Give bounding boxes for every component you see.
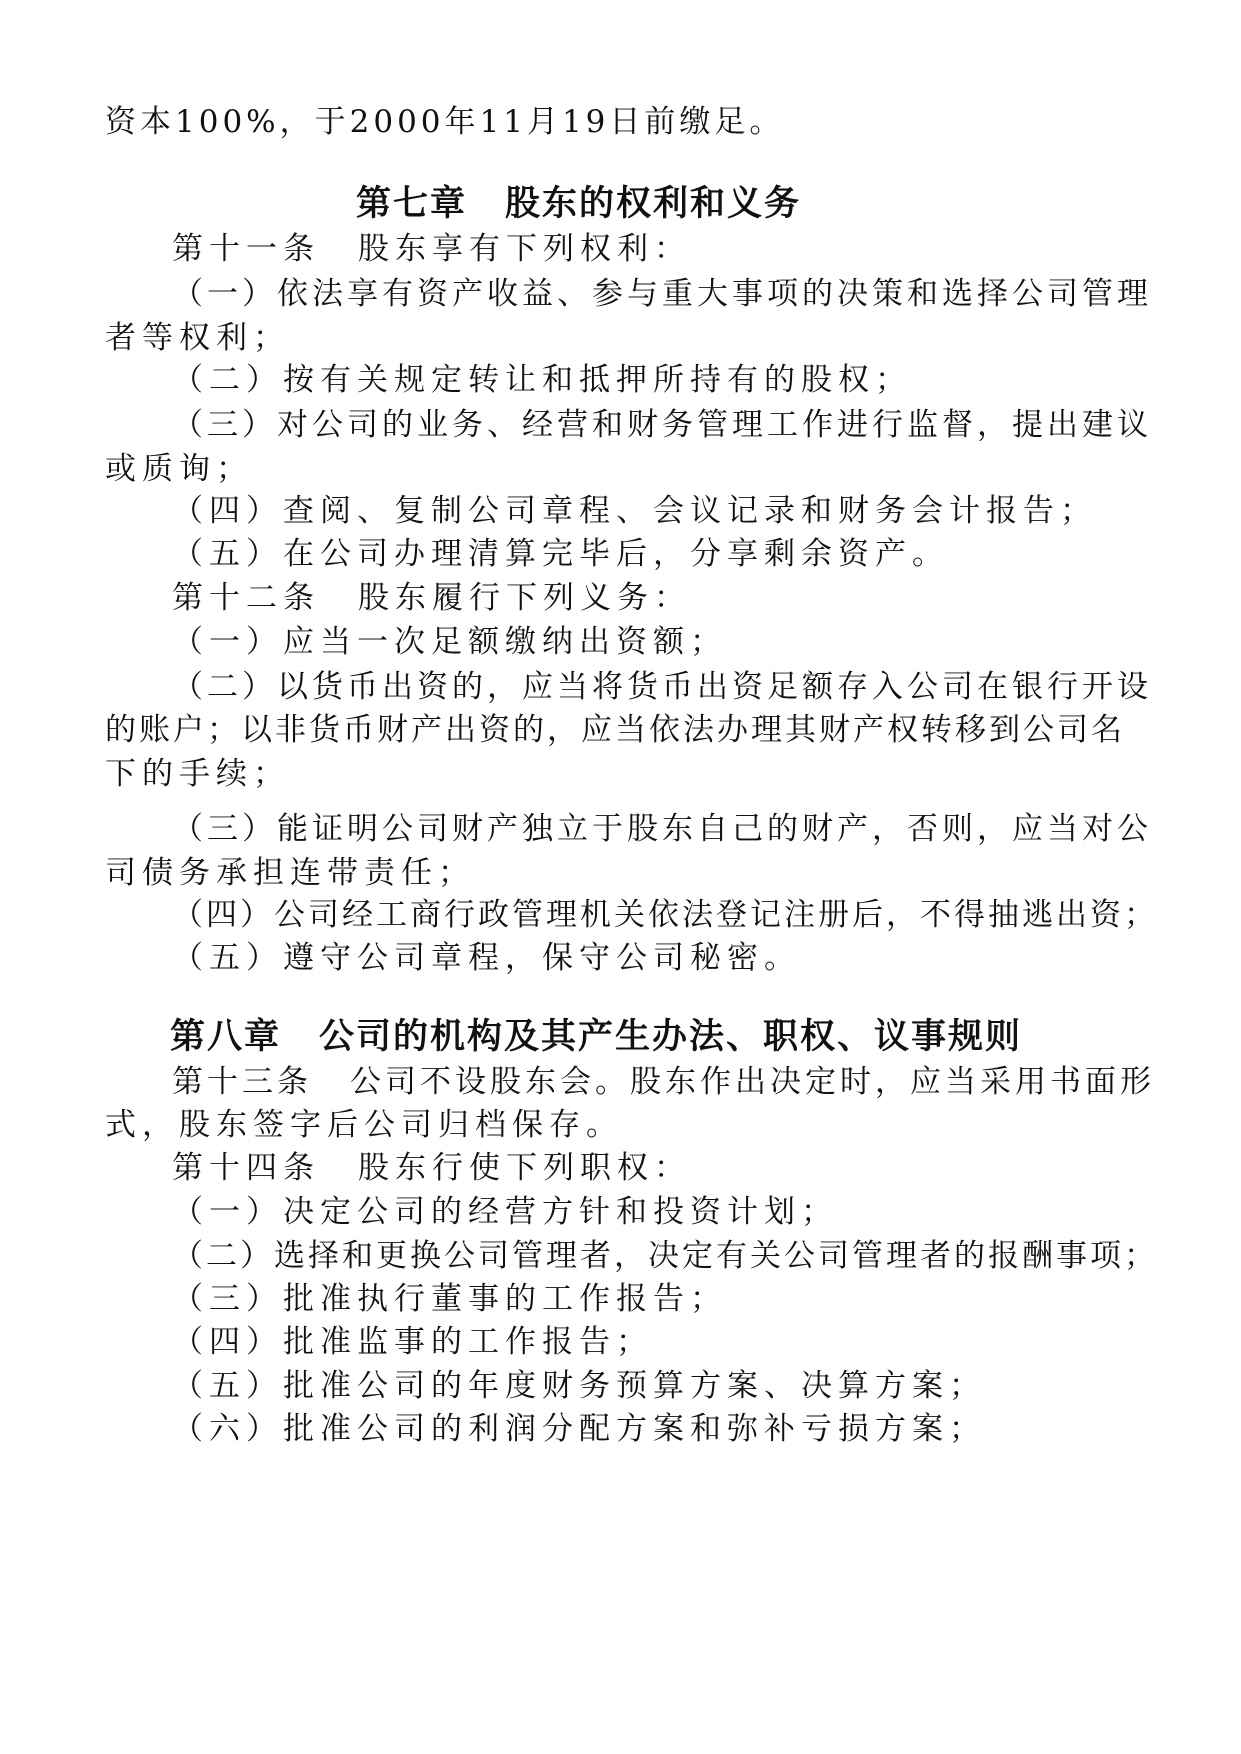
article-12-text: 股东履行下列义务： bbox=[358, 580, 691, 616]
text-line: （一）依法享有资产收益、参与重大事项的决策和选择公司管理 bbox=[172, 276, 1152, 312]
text-line: （六）批准公司的利润分配方案和弥补亏损方案； bbox=[172, 1411, 986, 1447]
text-line: 的账户；以非货币财产出资的，应当依法办理其财产权转移到公司名 bbox=[105, 712, 1125, 748]
article-11 bbox=[0, 225, 1241, 273]
article-13-number: 第十三条 bbox=[172, 1064, 312, 1100]
text-line: （三）批准执行董事的工作报告； bbox=[172, 1281, 727, 1317]
text-line: （二）选择和更换公司管理者，决定有关公司管理者的报酬事项； bbox=[172, 1238, 1158, 1274]
chapter-8-heading bbox=[0, 1013, 1241, 1061]
text-line: （一）决定公司的经营方针和投资计划； bbox=[172, 1194, 838, 1230]
article-12 bbox=[0, 574, 1241, 622]
text-line: （二）按有关规定转让和抵押所持有的股权； bbox=[172, 362, 912, 398]
chapter-7-title: 股东的权利和义务 bbox=[505, 184, 802, 224]
text-line: 式，股东签字后公司归档保存。 bbox=[105, 1107, 623, 1143]
text-line: （四）查阅、复制公司章程、会议记录和财务会计报告； bbox=[172, 493, 1097, 529]
chapter-8-number: 第八章 bbox=[170, 1017, 282, 1057]
text-line: 资本100%，于2000年11月19日前缴足。 bbox=[105, 104, 785, 140]
text-line: （四）公司经工商行政管理机关依法登记注册后，不得抽逃出资； bbox=[172, 897, 1158, 933]
text-line: 下的手续； bbox=[105, 756, 290, 792]
text-line: 或质询； bbox=[105, 451, 253, 487]
text-line: （五）遵守公司章程，保守公司秘密。 bbox=[172, 940, 801, 976]
text-line: （二）以货币出资的，应当将货币出资足额存入公司在银行开设 bbox=[172, 669, 1152, 705]
chapter-8-title: 公司的机构及其产生办法、职权、议事规则 bbox=[319, 1017, 1023, 1057]
article-12-number: 第十二条 bbox=[172, 580, 320, 616]
article-13-text: 公司不设股东会。股东作出决定时，应当采用书面形 bbox=[350, 1064, 1155, 1100]
text-line: （三）对公司的业务、经营和财务管理工作进行监督，提出建议 bbox=[172, 407, 1152, 443]
text-line: 者等权利； bbox=[105, 320, 290, 356]
article-14-number: 第十四条 bbox=[172, 1150, 320, 1186]
article-11-number: 第十一条 bbox=[172, 231, 320, 267]
text-line: （四）批准监事的工作报告； bbox=[172, 1324, 653, 1360]
text-line: （三）能证明公司财产独立于股东自己的财产，否则，应当对公 bbox=[172, 811, 1152, 847]
text-line: 司债务承担连带责任； bbox=[105, 855, 475, 891]
text-line: （一）应当一次足额缴纳出资额； bbox=[172, 624, 727, 660]
text-line: （五）在公司办理清算完毕后，分享剩余资产。 bbox=[172, 536, 949, 572]
article-14 bbox=[0, 1144, 1241, 1192]
chapter-7-heading bbox=[0, 180, 1241, 228]
article-11-text: 股东享有下列权利： bbox=[358, 231, 691, 267]
text-line: （五）批准公司的年度财务预算方案、决算方案； bbox=[172, 1368, 986, 1404]
article-13 bbox=[0, 1058, 1241, 1106]
article-14-text: 股东行使下列职权： bbox=[358, 1150, 691, 1186]
chapter-7-number: 第七章 bbox=[356, 184, 468, 224]
